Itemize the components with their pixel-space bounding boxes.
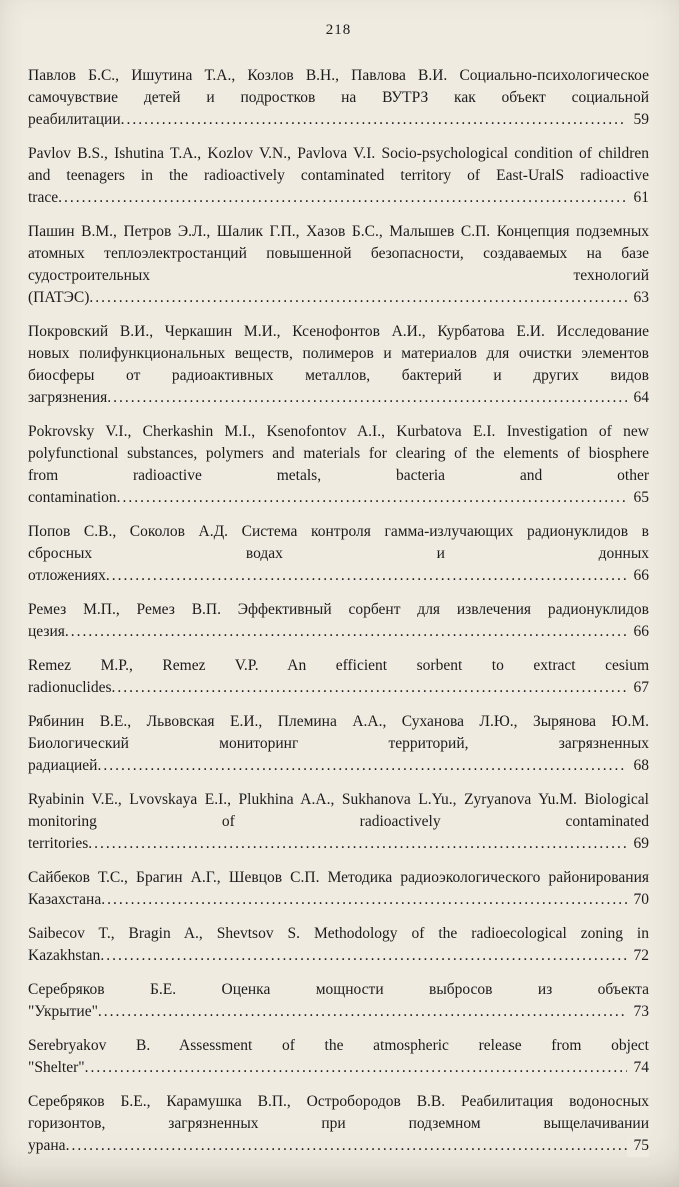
toc-entry — [28, 979, 649, 1023]
toc-entry — [28, 599, 649, 643]
entry-page-number: 64 — [627, 387, 650, 409]
entry-text: Пашин В.М., Петров Э.Л., Шалик Г.П., Хазов Б.С., Малышев С.П. Концепция подземных атомных теплоэлектростанций повышенной безопасности, создаваемых на базе судостроительных технологий (ПАТЭС) — [28, 223, 649, 306]
entry-text: Pavlov B.S., Ishutina T.A., Kozlov V.N., Pavlova V.I. Socio-psychological condition of children and teenagers in the radioactively contaminated territory of East-UralS radioactive trace — [28, 145, 649, 206]
entry-page-number: 70 — [627, 889, 650, 911]
dot-leader — [112, 679, 649, 696]
toc-entry — [28, 143, 649, 209]
dot-leader — [85, 1059, 649, 1076]
entry-page-number: 67 — [627, 677, 650, 699]
toc-entry — [28, 421, 649, 509]
dot-leader — [117, 489, 649, 506]
dot-leader — [88, 835, 649, 852]
entry-page-number: 63 — [627, 287, 650, 309]
entry-page-number: 75 — [627, 1135, 650, 1157]
entry-page-number: 73 — [627, 1001, 650, 1023]
entry-text: Saibecov T., Bragin A., Shevtsov S. Methodology of the radioecological zoning in Kazakhstan — [28, 925, 649, 964]
entry-page-number: 66 — [627, 621, 650, 643]
entry-page-number: 69 — [627, 833, 650, 855]
page-number: 218 — [325, 22, 352, 38]
toc-entry — [28, 321, 649, 409]
entry-page-number: 68 — [627, 755, 650, 777]
dot-leader — [106, 567, 649, 584]
toc-entry — [28, 867, 649, 911]
entry-page-number: 61 — [627, 187, 650, 209]
dot-leader — [101, 891, 649, 908]
toc-entry — [28, 221, 649, 309]
toc-list — [28, 65, 649, 1157]
dot-leader — [58, 189, 649, 206]
entry-text: Попов С.В., Соколов А.Д. Система контроля гамма-излучающих радионуклидов в сбросных водах и донных отложениях — [28, 523, 649, 584]
dot-leader — [89, 289, 649, 306]
toc-entry — [28, 65, 649, 131]
dot-leader — [97, 757, 649, 774]
toc-entry — [28, 1035, 649, 1079]
entry-text: Remez M.P., Remez V.P. An efficient sorbent to extract cesium radionuclides — [28, 657, 649, 696]
entry-text: Рябинин В.Е., Львовская Е.И., Племина А.А., Суханова Л.Ю., Зырянова Ю.М. Биологический мониторинг территорий, загрязненных радиацией — [28, 713, 649, 774]
entry-page-number: 74 — [627, 1057, 650, 1079]
entry-text: Pokrovsky V.I., Cherkashin M.I., Ksenofontov A.I., Kurbatova E.I. Investigation of new polyfunctional substances, polymers and materials for clearing of the elements of biosphere from radioactive metals, bacteria and other contamination — [28, 423, 649, 506]
toc-entry — [28, 923, 649, 967]
toc-entry — [28, 521, 649, 587]
entry-page-number: 59 — [627, 109, 650, 131]
dot-leader — [66, 1137, 649, 1154]
dot-leader — [121, 111, 649, 128]
entry-page-number: 65 — [627, 487, 650, 509]
entry-text: Ремез М.П., Ремез В.П. Эффективный сорбент для извлечения радионуклидов цезия — [28, 601, 649, 640]
dot-leader — [65, 623, 649, 640]
entry-text: Ryabinin V.E., Lvovskaya E.I., Plukhina A.A., Sukhanova L.Yu., Zyryanova Yu.M. Biological monitoring of radioactively contaminated territories — [28, 791, 649, 852]
entry-page-number: 72 — [627, 945, 650, 967]
entry-page-number: 66 — [627, 565, 650, 587]
toc-entry — [28, 655, 649, 699]
entry-text: Покровский В.И., Черкашин М.И., Ксенофонтов А.И., Курбатова Е.И. Исследование новых полифункциональных веществ, полимеров и материалов для очистки элементов биосферы от радиоактивных металлов, бактерий и других видов загрязнения — [28, 323, 649, 406]
toc-entry — [28, 789, 649, 855]
dot-leader — [98, 1003, 649, 1020]
entry-text: Серебряков Б.Е. Оценка мощности выбросов из объекта "Укрытие" — [28, 981, 649, 1020]
entry-text: Сайбеков Т.С., Брагин А.Г., Шевцов С.П. Методика радиоэкологического районирования Казахстана — [28, 869, 649, 908]
toc-entry — [28, 1091, 649, 1157]
dot-leader — [100, 947, 649, 964]
entry-text: Павлов Б.С., Ишутина Т.А., Козлов В.Н., Павлова В.И. Социально-психологическое самочувствие детей и подростков на ВУТРЗ как объект социальной реабилитации — [28, 67, 649, 128]
entry-text: Серебряков Б.Е., Карамушка В.П., Остробородов В.В. Реабилитация водоносных горизонтов, загрязненных при подземном выщелачивании урана — [28, 1093, 649, 1154]
dot-leader — [107, 389, 649, 406]
toc-entry — [28, 711, 649, 777]
entry-text: Serebryakov B. Assessment of the atmospheric release from object "Shelter" — [28, 1037, 649, 1076]
